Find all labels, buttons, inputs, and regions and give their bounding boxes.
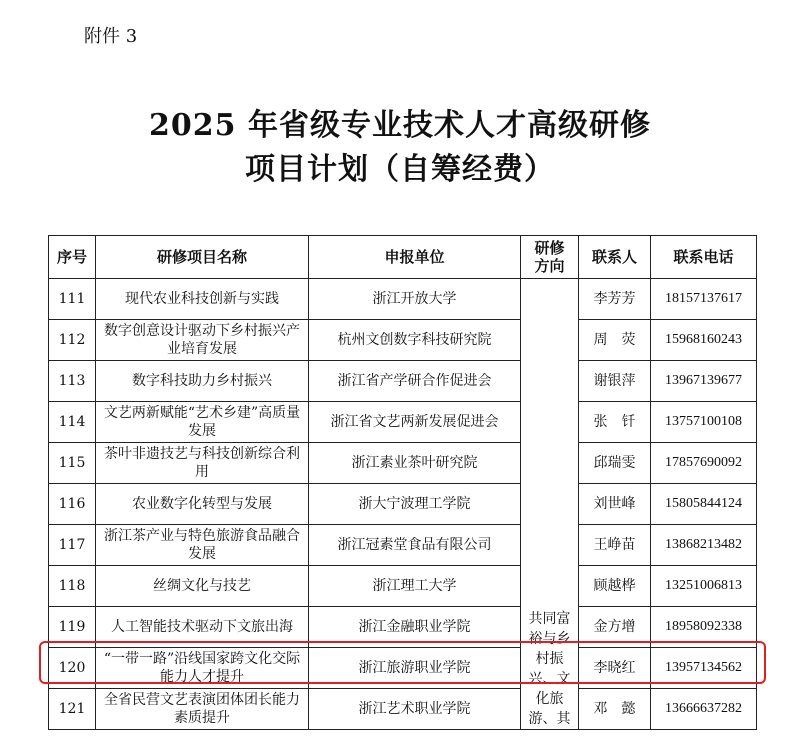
row-phone: 13957134562 xyxy=(651,648,757,689)
highlight-box xyxy=(39,641,766,684)
table-row xyxy=(49,689,757,730)
row-seq: 116 xyxy=(49,484,96,525)
table-row xyxy=(49,279,757,320)
row-project: 茶叶非遗技艺与科技创新综合利用 xyxy=(96,443,309,484)
row-project: “一带一路”沿线国家跨文化交际能力人才提升 xyxy=(96,648,309,689)
row-phone: 18958092338 xyxy=(651,607,757,648)
row-unit: 浙江金融职业学院 xyxy=(309,607,521,648)
row-contact: 王峥苗 xyxy=(579,525,651,566)
row-project: 数字科技助力乡村振兴 xyxy=(96,361,309,402)
row-seq: 121 xyxy=(49,689,96,730)
row-seq: 112 xyxy=(49,320,96,361)
row-phone: 15805844124 xyxy=(651,484,757,525)
page-title-line1: 2025 年省级专业技术人才高级研修 xyxy=(149,108,651,143)
table-row xyxy=(49,402,757,443)
row-contact: 邓 懿 xyxy=(579,689,651,730)
row-unit: 浙江省文艺两新发展促进会 xyxy=(309,402,521,443)
row-unit: 浙江冠素堂食品有限公司 xyxy=(309,525,521,566)
row-unit: 浙江开放大学 xyxy=(309,279,521,320)
row-project: 数字创意设计驱动下乡村振兴产业培育发展 xyxy=(96,320,309,361)
row-seq: 120 xyxy=(49,648,96,689)
direction-text: 共同富裕与乡村振兴、文化旅游、其 xyxy=(528,611,571,727)
page-title-line2: 项目计划（自筹经费） xyxy=(245,152,555,187)
header-direction: 研修方向 xyxy=(521,236,579,279)
row-contact: 谢银萍 xyxy=(579,361,651,402)
row-project: 人工智能技术驱动下文旅出海 xyxy=(96,607,309,648)
row-unit: 浙江艺术职业学院 xyxy=(309,689,521,730)
header-phone: 联系电话 xyxy=(651,236,757,279)
row-project: 文艺两新赋能“艺术乡建”高质量发展 xyxy=(96,402,309,443)
row-unit: 浙江省产学研合作促进会 xyxy=(309,361,521,402)
row-contact: 金方增 xyxy=(579,607,651,648)
row-seq: 115 xyxy=(49,443,96,484)
row-phone: 17857690092 xyxy=(651,443,757,484)
row-phone: 18157137617 xyxy=(651,279,757,320)
row-phone: 13757100108 xyxy=(651,402,757,443)
row-contact: 李晓红 xyxy=(579,648,651,689)
row-project: 丝绸文化与技艺 xyxy=(96,566,309,607)
row-unit: 浙江旅游职业学院 xyxy=(309,648,521,689)
table-row xyxy=(49,566,757,607)
row-seq: 114 xyxy=(49,402,96,443)
row-seq: 113 xyxy=(49,361,96,402)
header-seq: 序号 xyxy=(49,236,96,279)
table-row xyxy=(49,443,757,484)
row-unit: 浙大宁波理工学院 xyxy=(309,484,521,525)
row-project: 浙江茶产业与特色旅游食品融合发展 xyxy=(96,525,309,566)
header-unit: 申报单位 xyxy=(309,236,521,279)
row-seq: 117 xyxy=(49,525,96,566)
row-unit: 杭州文创数字科技研究院 xyxy=(309,320,521,361)
row-seq: 111 xyxy=(49,279,96,320)
row-unit: 浙江理工大学 xyxy=(309,566,521,607)
row-seq: 119 xyxy=(49,607,96,648)
row-contact: 顾越桦 xyxy=(579,566,651,607)
table-row xyxy=(49,525,757,566)
header-project: 研修项目名称 xyxy=(96,236,309,279)
row-seq: 118 xyxy=(49,566,96,607)
row-contact: 张 钎 xyxy=(579,402,651,443)
row-phone: 13868213482 xyxy=(651,525,757,566)
row-phone: 13251006813 xyxy=(651,566,757,607)
row-contact: 李芳芳 xyxy=(579,279,651,320)
row-phone: 15968160243 xyxy=(651,320,757,361)
row-phone: 13967139677 xyxy=(651,361,757,402)
row-contact: 刘世峰 xyxy=(579,484,651,525)
row-unit: 浙江素业茶叶研究院 xyxy=(309,443,521,484)
row-contact: 周 荧 xyxy=(579,320,651,361)
header-contact: 联系人 xyxy=(579,236,651,279)
row-project: 现代农业科技创新与实践 xyxy=(96,279,309,320)
table-row xyxy=(49,320,757,361)
row-project: 全省民营文艺表演团体团长能力素质提升 xyxy=(96,689,309,730)
table-row xyxy=(49,484,757,525)
table-row xyxy=(49,361,757,402)
row-project: 农业数字化转型与发展 xyxy=(96,484,309,525)
row-contact: 邱瑞雯 xyxy=(579,443,651,484)
attachment-label: 附件 3 xyxy=(84,26,138,47)
row-phone: 13666637282 xyxy=(651,689,757,730)
